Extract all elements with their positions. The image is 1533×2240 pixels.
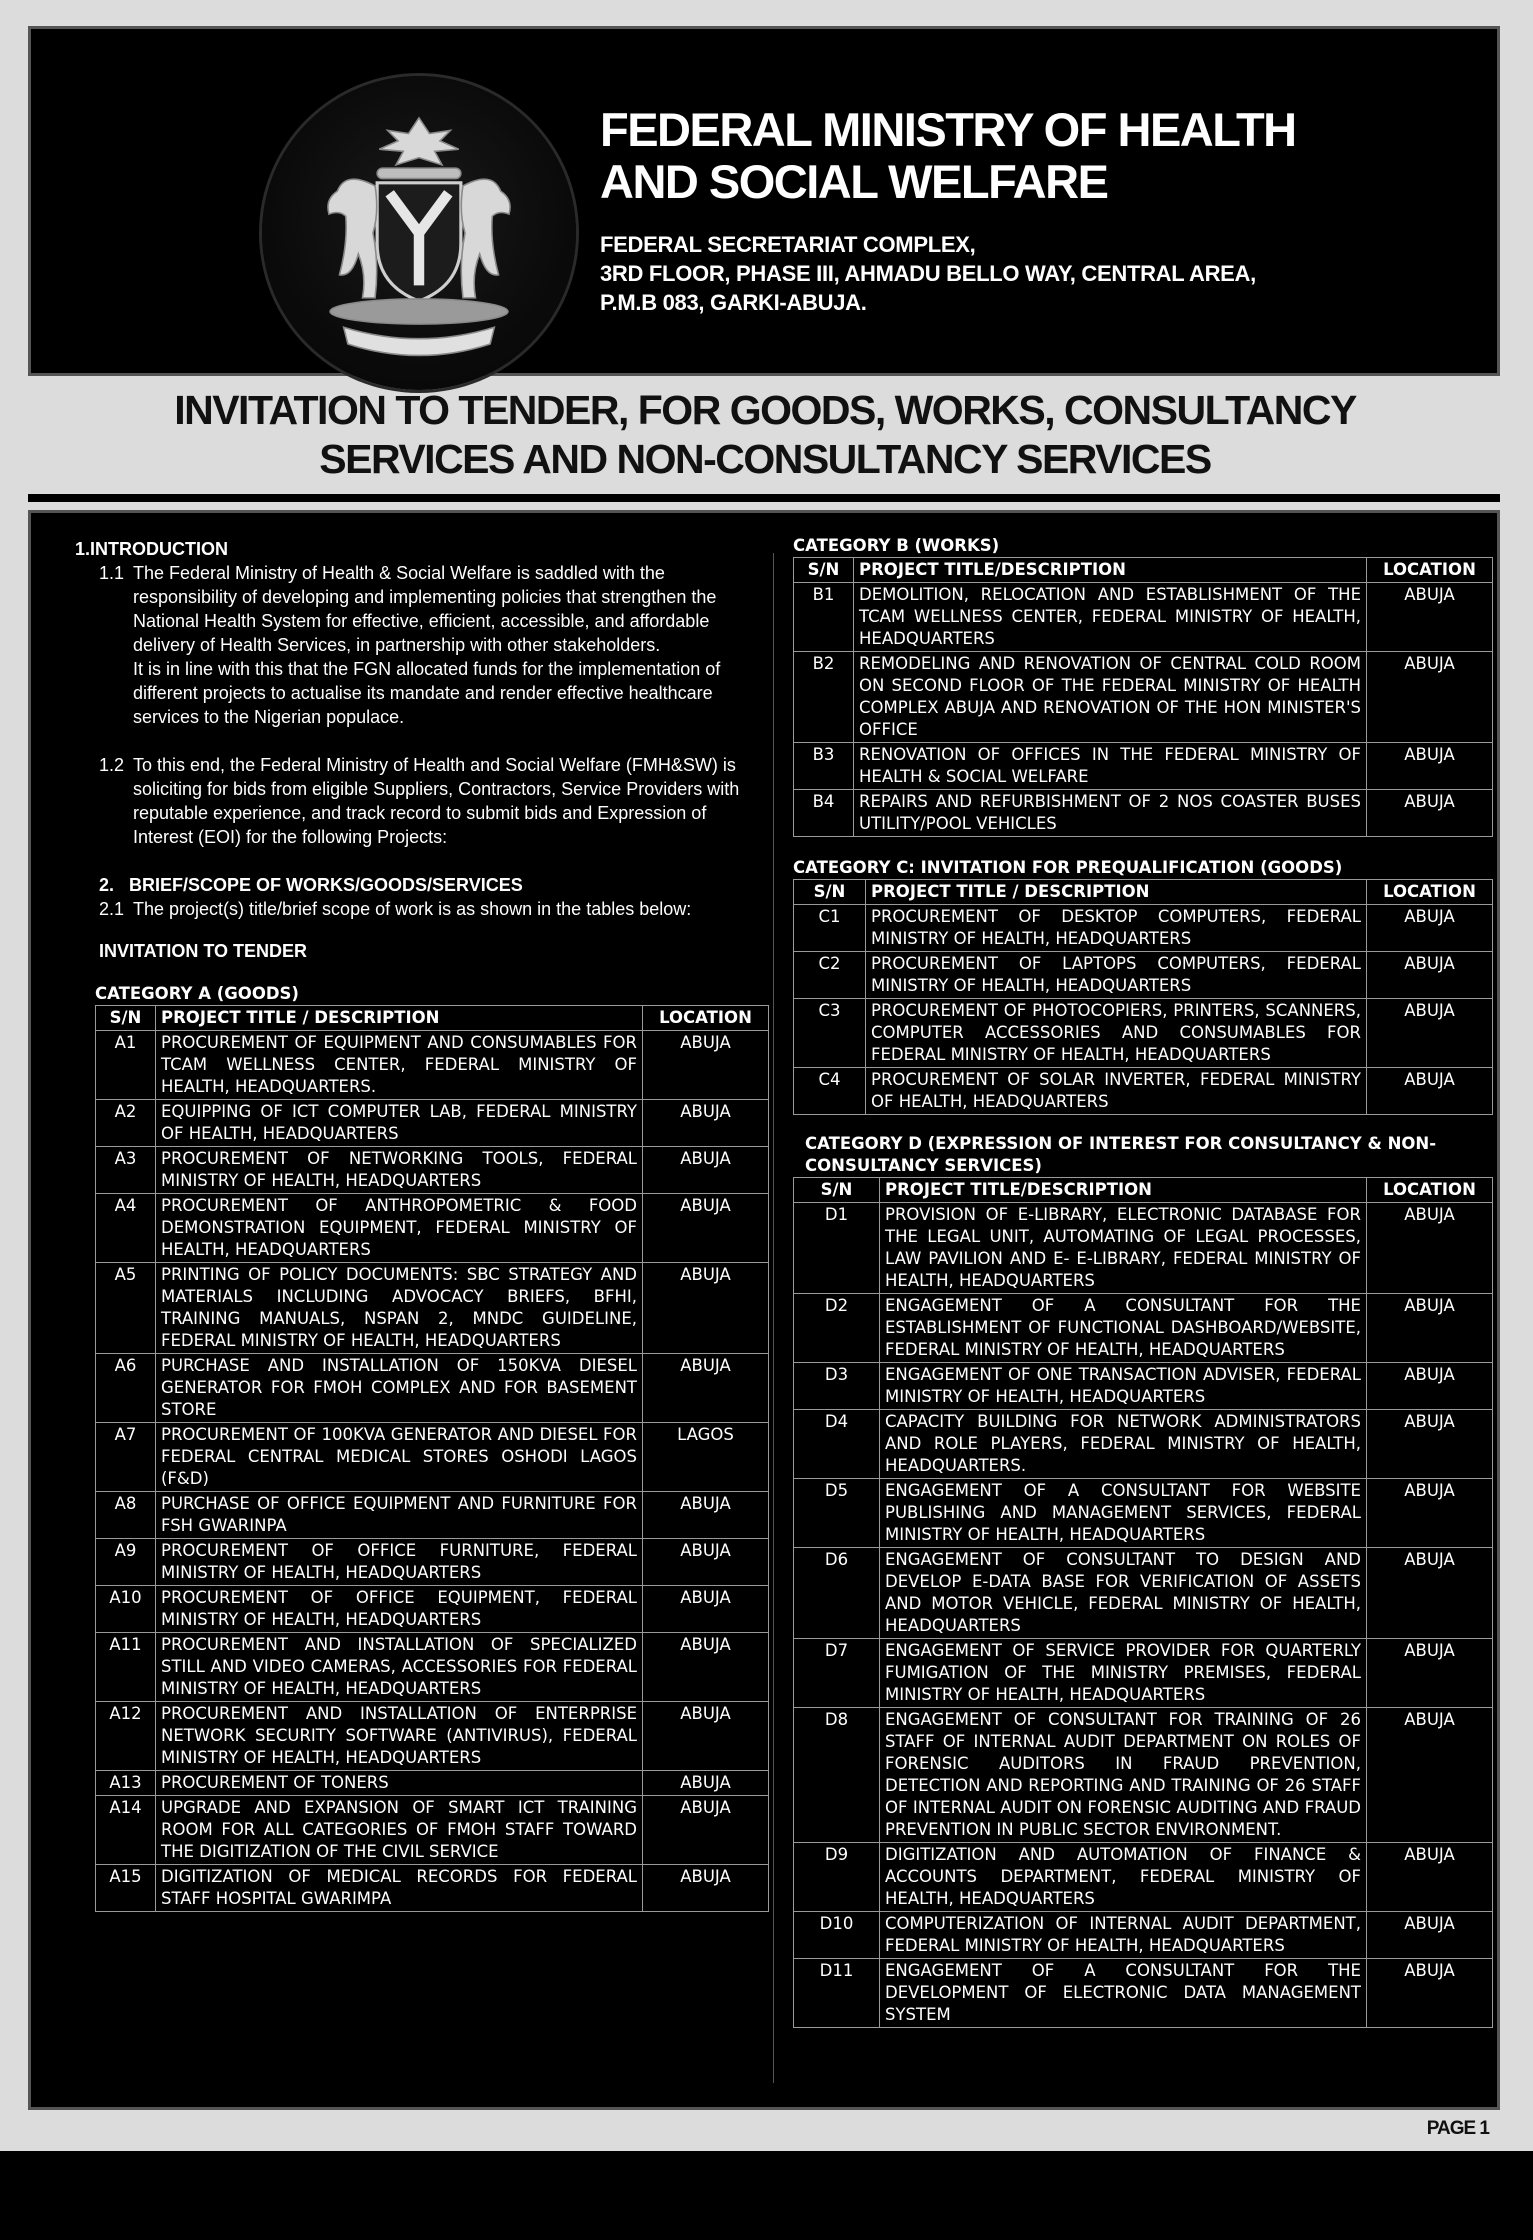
location-cell: ABUJA [643, 1633, 769, 1702]
paragraph-text: The project(s) title/brief scope of work is as shown in the tables below: [133, 899, 692, 919]
table-row [96, 1492, 769, 1539]
location-cell: ABUJA [1367, 1843, 1493, 1912]
description-cell: RENOVATION OF OFFICES IN THE FEDERAL MINISTRY OF HEALTH & SOCIAL WELFARE [854, 743, 1367, 790]
location-cell: ABUJA [643, 1100, 769, 1147]
table-row [96, 1263, 769, 1354]
serial-number-cell: C3 [794, 999, 866, 1068]
description-cell: PROCUREMENT OF EQUIPMENT AND CONSUMABLES FOR TCAM WELLNESS CENTER, FEDERAL MINISTRY OF HEALTH, HEADQUARTERS. [156, 1031, 643, 1100]
column-divider [773, 553, 774, 2083]
serial-number-cell: D8 [794, 1708, 880, 1843]
serial-number-cell: A11 [96, 1633, 156, 1702]
category-a-heading: CATEGORY A (GOODS) [95, 984, 299, 1003]
serial-number-cell: D4 [794, 1410, 880, 1479]
serial-number-cell: B1 [794, 583, 854, 652]
location-header: LOCATION [643, 1006, 769, 1031]
location-cell: ABUJA [643, 1586, 769, 1633]
coat-of-arms-icon [262, 76, 576, 390]
location-cell: ABUJA [1367, 652, 1493, 743]
category-b-rows [794, 583, 1493, 837]
serial-number-cell: A9 [96, 1539, 156, 1586]
description-cell: ENGAGEMENT OF CONSULTANT FOR TRAINING OF 26 STAFF OF INTERNAL AUDIT DEPARTMENT ON ROLES OF FORENSIC AUDITORS IN FRAUD PREVENTION, DETECTION AND REPORTING AND TRAINING OF 26 STAFF OF INTERNAL AUDIT ON FORENSIC AUDITING AND FRAUD PREVENTION IN PUBLIC SECTOR ENVIRONMENT. [880, 1708, 1367, 1843]
description-cell: PROCUREMENT AND INSTALLATION OF SPECIALIZED STILL AND VIDEO CAMERAS, ACCESSORIES FOR FEDERAL MINISTRY OF HEALTH, HEADQUARTERS [156, 1633, 643, 1702]
location-cell: ABUJA [1367, 905, 1493, 952]
description-cell: CAPACITY BUILDING FOR NETWORK ADMINISTRATORS AND ROLE PLAYERS, FEDERAL MINISTRY OF HEALTH, HEADQUARTERS. [880, 1410, 1367, 1479]
location-header: LOCATION [1367, 1178, 1493, 1203]
serial-number-cell: A7 [96, 1423, 156, 1492]
location-header: LOCATION [1367, 558, 1493, 583]
table-row [794, 1068, 1493, 1115]
table-row [794, 743, 1493, 790]
location-cell: ABUJA [1367, 1294, 1493, 1363]
description-cell: PROCUREMENT OF DESKTOP COMPUTERS, FEDERAL MINISTRY OF HEALTH, HEADQUARTERS [866, 905, 1367, 952]
description-cell: PROCUREMENT AND INSTALLATION OF ENTERPRISE NETWORK SECURITY SOFTWARE (ANTIVIRUS), FEDERAL MINISTRY OF HEALTH, HEADQUARTERS [156, 1702, 643, 1771]
address-line-2: 3RD FLOOR, PHASE III, AHMADU BELLO WAY, CENTRAL AREA, [600, 261, 1256, 286]
serial-number-cell: D9 [794, 1843, 880, 1912]
table-row [794, 1294, 1493, 1363]
description-header: PROJECT TITLE / DESCRIPTION [156, 1006, 643, 1031]
description-cell: ENGAGEMENT OF ONE TRANSACTION ADVISER, FEDERAL MINISTRY OF HEALTH, HEADQUARTERS [880, 1363, 1367, 1410]
serial-number-cell: A6 [96, 1354, 156, 1423]
agency-name-line-1: FEDERAL MINISTRY OF HEALTH [600, 103, 1296, 156]
table-row [794, 1203, 1493, 1294]
table-row [794, 1912, 1493, 1959]
title-line-2: SERVICES AND NON-CONSULTANCY SERVICES [319, 436, 1211, 482]
location-cell: ABUJA [1367, 790, 1493, 837]
table-row [96, 1031, 769, 1100]
table-row [96, 1865, 769, 1912]
serial-number-cell: D10 [794, 1912, 880, 1959]
serial-number-cell: C2 [794, 952, 866, 999]
table-row [794, 1708, 1493, 1843]
table-header-row [96, 1006, 769, 1031]
location-cell: ABUJA [1367, 1203, 1493, 1294]
left-column [69, 537, 769, 1912]
location-cell: ABUJA [643, 1865, 769, 1912]
description-cell: REMODELING AND RENOVATION OF CENTRAL COLD ROOM ON SECOND FLOOR OF THE FEDERAL MINISTRY OF HEALTH COMPLEX ABUJA AND RENOVATION OF THE HON MINISTER'S OFFICE [854, 652, 1367, 743]
description-cell: PROCUREMENT OF TONERS [156, 1771, 643, 1796]
category-c-table [793, 879, 1493, 1115]
description-cell: EQUIPPING OF ICT COMPUTER LAB, FEDERAL MINISTRY OF HEALTH, HEADQUARTERS [156, 1100, 643, 1147]
paragraph-1-2 [69, 753, 769, 849]
description-cell: UPGRADE AND EXPANSION OF SMART ICT TRAINING ROOM FOR ALL CATEGORIES OF FMOH STAFF TOWARD THE DIGITIZATION OF THE CIVIL SERVICE [156, 1796, 643, 1865]
description-cell: PROCUREMENT OF SOLAR INVERTER, FEDERAL MINISTRY OF HEALTH, HEADQUARTERS [866, 1068, 1367, 1115]
serial-number-cell: C1 [794, 905, 866, 952]
title-line-1: INVITATION TO TENDER, FOR GOODS, WORKS, CONSULTANCY [174, 387, 1356, 433]
paragraph-1-1-continued: It is in line with this that the FGN allocated funds for the implementation of different projects to actualise its mandate and render effective healthcare services to the Nigerian populace. [133, 659, 721, 727]
description-cell: PROCUREMENT OF 100KVA GENERATOR AND DIESEL FOR FEDERAL CENTRAL MEDICAL STORES OSHODI LAGOS (F&D) [156, 1423, 643, 1492]
table-header-row [794, 880, 1493, 905]
description-cell: DEMOLITION, RELOCATION AND ESTABLISHMENT OF THE TCAM WELLNESS CENTER, FEDERAL MINISTRY OF HEALTH, HEADQUARTERS [854, 583, 1367, 652]
serial-number-cell: A13 [96, 1771, 156, 1796]
description-cell: COMPUTERIZATION OF INTERNAL AUDIT DEPARTMENT, FEDERAL MINISTRY OF HEALTH, HEADQUARTERS [880, 1912, 1367, 1959]
table-row [794, 905, 1493, 952]
location-cell: ABUJA [1367, 952, 1493, 999]
location-cell: ABUJA [643, 1354, 769, 1423]
description-cell: ENGAGEMENT OF A CONSULTANT FOR THE ESTABLISHMENT OF FUNCTIONAL DASHBOARD/WEBSITE, FEDERAL MINISTRY OF HEALTH, HEADQUARTERS [880, 1294, 1367, 1363]
table-row [794, 1410, 1493, 1479]
table-row [794, 999, 1493, 1068]
serial-number-cell: D7 [794, 1639, 880, 1708]
table-row [794, 1639, 1493, 1708]
table-row [794, 1363, 1493, 1410]
description-cell: ENGAGEMENT OF SERVICE PROVIDER FOR QUARTERLY FUMIGATION OF THE MINISTRY PREMISES, FEDERAL MINISTRY OF HEALTH, HEADQUARTERS [880, 1639, 1367, 1708]
serial-number-cell: A10 [96, 1586, 156, 1633]
serial-number-cell: D1 [794, 1203, 880, 1294]
description-cell: PROCUREMENT OF NETWORKING TOOLS, FEDERAL MINISTRY OF HEALTH, HEADQUARTERS [156, 1147, 643, 1194]
content-panel [28, 510, 1500, 2110]
table-row [96, 1100, 769, 1147]
description-cell: ENGAGEMENT OF A CONSULTANT FOR THE DEVELOPMENT OF ELECTRONIC DATA MANAGEMENT SYSTEM [880, 1959, 1367, 2028]
serial-number-cell: A12 [96, 1702, 156, 1771]
table-row [794, 652, 1493, 743]
table-row [96, 1354, 769, 1423]
serial-number-cell: D11 [794, 1959, 880, 2028]
description-cell: DIGITIZATION OF MEDICAL RECORDS FOR FEDERAL STAFF HOSPITAL GWARIMPA [156, 1865, 643, 1912]
location-cell: ABUJA [643, 1702, 769, 1771]
category-d-rows [794, 1203, 1493, 2028]
location-cell: ABUJA [1367, 583, 1493, 652]
table-row [96, 1702, 769, 1771]
sn-header: S/N [794, 880, 866, 905]
table-row [794, 583, 1493, 652]
category-c-rows [794, 905, 1493, 1115]
category-b-table [793, 557, 1493, 837]
paragraph-number: 1.2 [99, 755, 125, 775]
right-column [793, 535, 1493, 2028]
sn-header: S/N [96, 1006, 156, 1031]
serial-number-cell: B3 [794, 743, 854, 790]
serial-number-cell: A4 [96, 1194, 156, 1263]
location-cell: ABUJA [1367, 1912, 1493, 1959]
description-cell: PURCHASE AND INSTALLATION OF 150KVA DIESEL GENERATOR FOR FMOH COMPLEX AND FOR BASEMENT STORE [156, 1354, 643, 1423]
paragraph-text: To this end, the Federal Ministry of Health and Social Welfare (FMH&SW) is soliciting for bids from eligible Suppliers, Contractors, Service Providers with reputable experience, and track record to submit bids and Expression of Interest (EOI) for the following Projects: [133, 755, 740, 847]
location-cell: ABUJA [1367, 1363, 1493, 1410]
paragraph-number: 2.1 [99, 899, 125, 919]
location-cell: ABUJA [1367, 1410, 1493, 1479]
table-row [794, 1843, 1493, 1912]
table-row [96, 1194, 769, 1263]
location-cell: ABUJA [1367, 1708, 1493, 1843]
table-row [794, 1479, 1493, 1548]
description-cell: PURCHASE OF OFFICE EQUIPMENT AND FURNITURE FOR FSH GWARINPA [156, 1492, 643, 1539]
title-divider [28, 494, 1500, 502]
table-row [96, 1539, 769, 1586]
bottom-strip [0, 2151, 1533, 2240]
introduction-heading: 1.INTRODUCTION [75, 539, 228, 559]
location-cell: ABUJA [1367, 1068, 1493, 1115]
description-cell: PROCUREMENT OF OFFICE EQUIPMENT, FEDERAL MINISTRY OF HEALTH, HEADQUARTERS [156, 1586, 643, 1633]
serial-number-cell: D3 [794, 1363, 880, 1410]
table-row [794, 952, 1493, 999]
serial-number-cell: A5 [96, 1263, 156, 1354]
table-row [794, 1548, 1493, 1639]
description-cell: DIGITIZATION AND AUTOMATION OF FINANCE & ACCOUNTS DEPARTMENT, FEDERAL MINISTRY OF HEALTH, HEADQUARTERS [880, 1843, 1367, 1912]
address-line-3: P.M.B 083, GARKI-ABUJA. [600, 290, 867, 315]
category-d-heading: CATEGORY D (EXPRESSION OF INTEREST FOR CONSULTANCY & NON-CONSULTANCY SERVICES) [805, 1134, 1437, 1175]
location-cell: ABUJA [1367, 1548, 1493, 1639]
location-cell: ABUJA [1367, 743, 1493, 790]
location-cell: LAGOS [643, 1423, 769, 1492]
description-cell: PROVISION OF E-LIBRARY, ELECTRONIC DATABASE FOR THE LEGAL UNIT, AUTOMATING OF LEGAL PROCESSES, LAW PAVILION AND E- E-LIBRARY, FEDERAL MINISTRY OF HEALTH, HEADQUARTERS [880, 1203, 1367, 1294]
agency-block [600, 104, 1480, 317]
serial-number-cell: D6 [794, 1548, 880, 1639]
serial-number-cell: A14 [96, 1796, 156, 1865]
paragraph-text: The Federal Ministry of Health & Social Welfare is saddled with the responsibility of developing and implementing policies that strengthen the National Health System for effective, efficient, accessible, and affordable delivery of Health Services, in partnership with other stakeholders. [133, 563, 717, 655]
location-cell: ABUJA [1367, 1959, 1493, 2028]
serial-number-cell: D5 [794, 1479, 880, 1548]
table-header-row [794, 1178, 1493, 1203]
location-cell: ABUJA [643, 1263, 769, 1354]
category-a-table [95, 1005, 769, 1912]
paragraph-1-1 [69, 561, 769, 657]
location-cell: ABUJA [643, 1539, 769, 1586]
serial-number-cell: A15 [96, 1865, 156, 1912]
serial-number-cell: B2 [794, 652, 854, 743]
serial-number-cell: A1 [96, 1031, 156, 1100]
serial-number-cell: A3 [96, 1147, 156, 1194]
description-cell: PROCUREMENT OF OFFICE FURNITURE, FEDERAL MINISTRY OF HEALTH, HEADQUARTERS [156, 1539, 643, 1586]
serial-number-cell: C4 [794, 1068, 866, 1115]
description-cell: REPAIRS AND REFURBISHMENT OF 2 NOS COASTER BUSES UTILITY/POOL VEHICLES [854, 790, 1367, 837]
location-cell: ABUJA [643, 1771, 769, 1796]
location-cell: ABUJA [1367, 1639, 1493, 1708]
description-cell: ENGAGEMENT OF CONSULTANT TO DESIGN AND DEVELOP E-DATA BASE FOR VERIFICATION OF ASSETS AND MOTOR VEHICLE, FEDERAL MINISTRY OF HEALTH, HEADQUARTERS [880, 1548, 1367, 1639]
agency-name-line-2: AND SOCIAL WELFARE [600, 155, 1108, 208]
agency-address [600, 230, 1480, 317]
table-row [96, 1633, 769, 1702]
table-row [96, 1423, 769, 1492]
category-a-rows [96, 1031, 769, 1912]
sn-header: S/N [794, 1178, 880, 1203]
table-row [96, 1796, 769, 1865]
location-cell: ABUJA [643, 1147, 769, 1194]
location-cell: ABUJA [643, 1796, 769, 1865]
table-row [96, 1147, 769, 1194]
invitation-subheading: INVITATION TO TENDER [99, 941, 308, 961]
serial-number-cell: A2 [96, 1100, 156, 1147]
scope-heading: 2. BRIEF/SCOPE OF WORKS/GOODS/SERVICES [99, 875, 523, 895]
page-title [40, 386, 1490, 484]
category-d-table [793, 1177, 1493, 2028]
table-header-row [794, 558, 1493, 583]
category-c-heading: CATEGORY C: INVITATION FOR PREQUALIFICATION (GOODS) [793, 858, 1343, 877]
category-b-heading: CATEGORY B (WORKS) [793, 536, 1000, 555]
table-row [96, 1586, 769, 1633]
location-cell: ABUJA [643, 1194, 769, 1263]
description-cell: PROCUREMENT OF PHOTOCOPIERS, PRINTERS, SCANNERS, COMPUTER ACCESSORIES AND CONSUMABLES FOR FEDERAL MINISTRY OF HEALTH, HEADQUARTERS [866, 999, 1367, 1068]
sn-header: S/N [794, 558, 854, 583]
paragraph-2-1 [69, 897, 769, 921]
address-line-1: FEDERAL SECRETARIAT COMPLEX, [600, 232, 976, 257]
location-cell: ABUJA [643, 1492, 769, 1539]
seal-graphic [262, 76, 576, 390]
serial-number-cell: D2 [794, 1294, 880, 1363]
description-cell: PROCUREMENT OF ANTHROPOMETRIC & FOOD DEMONSTRATION EQUIPMENT, FEDERAL MINISTRY OF HEALTH, HEADQUARTERS [156, 1194, 643, 1263]
serial-number-cell: B4 [794, 790, 854, 837]
location-cell: ABUJA [643, 1031, 769, 1100]
description-cell: ENGAGEMENT OF A CONSULTANT FOR WEBSITE PUBLISHING AND MANAGEMENT SERVICES, FEDERAL MINISTRY OF HEALTH, HEADQUARTERS [880, 1479, 1367, 1548]
description-header: PROJECT TITLE/DESCRIPTION [880, 1178, 1367, 1203]
location-cell: ABUJA [1367, 999, 1493, 1068]
table-row [96, 1771, 769, 1796]
serial-number-cell: A8 [96, 1492, 156, 1539]
paragraph-number: 1.1 [99, 563, 125, 583]
description-cell: PRINTING OF POLICY DOCUMENTS: SBC STRATEGY AND MATERIALS INCLUDING ADVOCACY BRIEFS, BFHI, TRAINING MANUALS, NSPAN 2, MNDC GUIDELINE, FEDERAL MINISTRY OF HEALTH, HEADQUARTERS [156, 1263, 643, 1354]
location-cell: ABUJA [1367, 1479, 1493, 1548]
description-cell: PROCUREMENT OF LAPTOPS COMPUTERS, FEDERAL MINISTRY OF HEALTH, HEADQUARTERS [866, 952, 1367, 999]
description-header: PROJECT TITLE / DESCRIPTION [866, 880, 1367, 905]
location-header: LOCATION [1367, 880, 1493, 905]
table-row [794, 790, 1493, 837]
table-row [794, 1959, 1493, 2028]
description-header: PROJECT TITLE/DESCRIPTION [854, 558, 1367, 583]
page-number: PAGE 1 [1426, 2118, 1489, 2139]
